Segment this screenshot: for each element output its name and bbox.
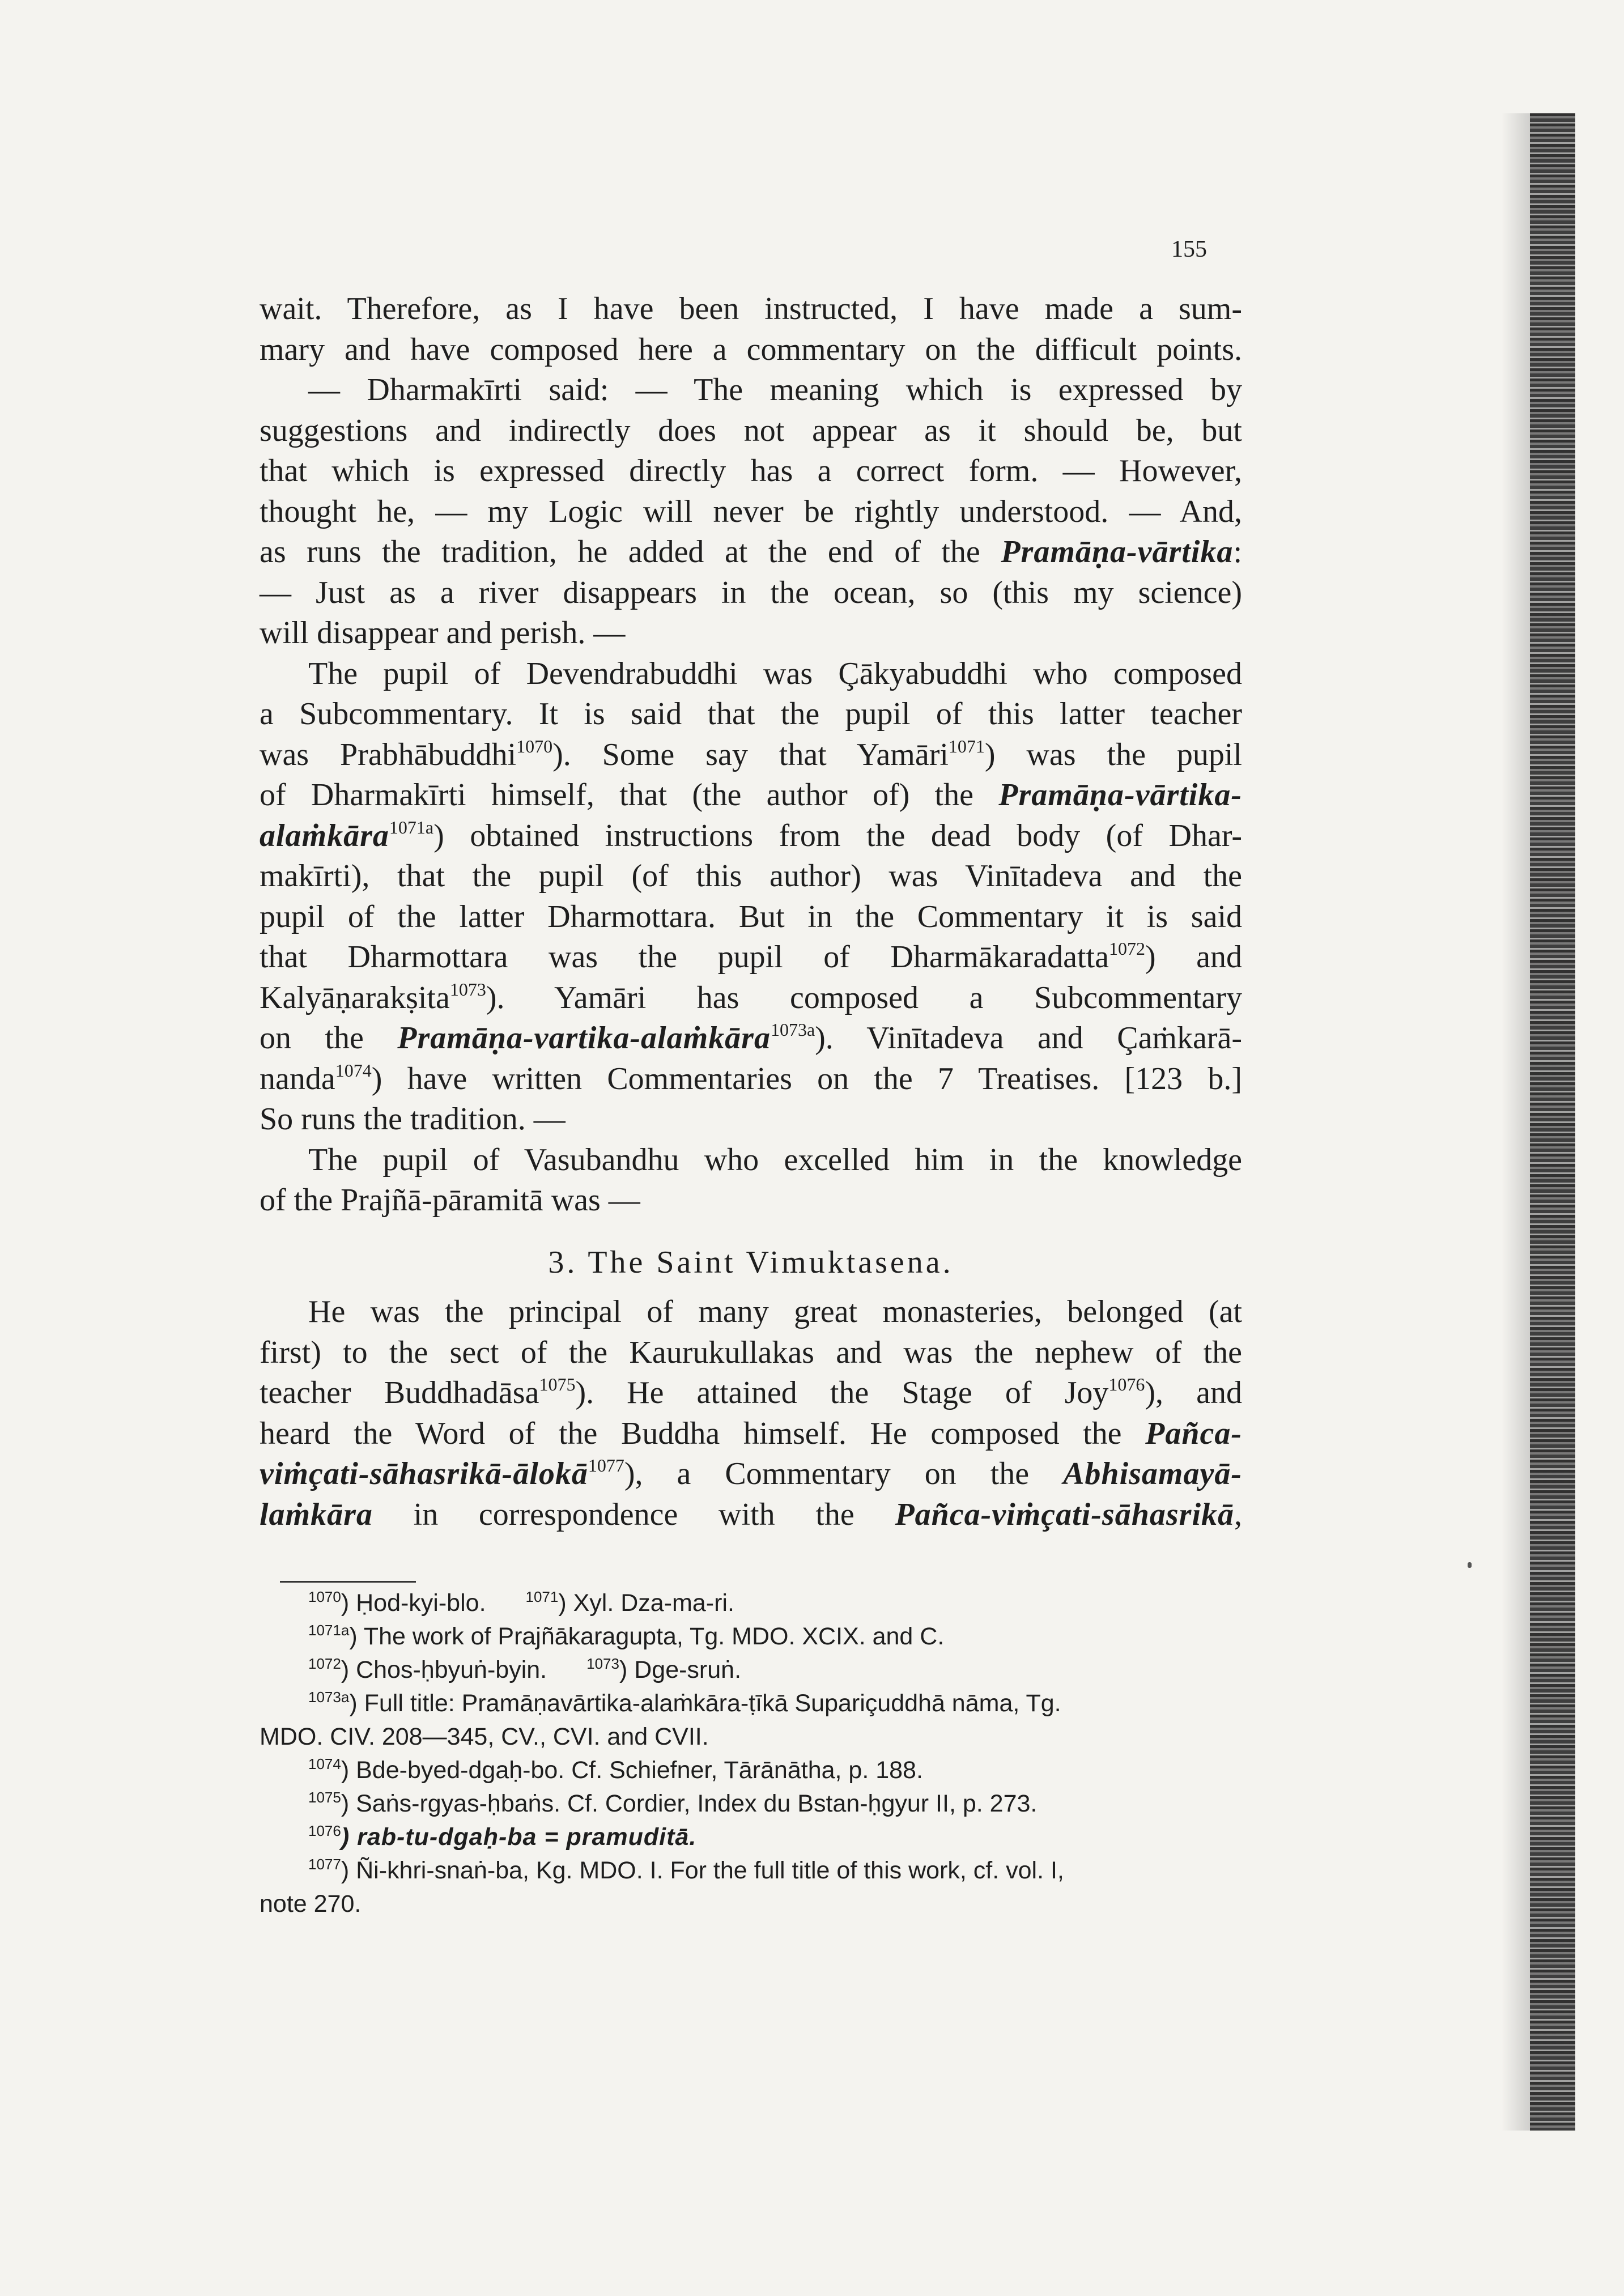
text-span: ). Yamāri has composed a Subcommentary	[486, 980, 1242, 1015]
text-span: ), a Commentary on the	[624, 1456, 1064, 1491]
text-line: wait. Therefore, as I have been instructed, I have made a sum-	[260, 291, 1242, 326]
text-span: ). He attained the Stage of Joy	[575, 1375, 1109, 1410]
note-ref: 1070	[516, 735, 553, 756]
footnote-number: 1071	[525, 1588, 559, 1605]
text-line: a Subcommentary. It is said that the pupil of this latter teacher	[260, 696, 1242, 732]
text-span: :	[1233, 534, 1242, 569]
text-line: thought he, — my Logic will never be rightly understood. — And,	[260, 494, 1242, 529]
work-title: alaṁkāra	[260, 818, 389, 853]
work-title: Pramāṇa-vārtika-	[998, 777, 1242, 813]
text-line	[260, 937, 1242, 978]
text-line: The pupil of Vasubandhu who excelled him in the knowledge	[308, 1142, 1242, 1177]
note-ref: 1071a	[389, 817, 434, 837]
text-line: So runs the tradition. —	[260, 1102, 566, 1137]
footnote-text: ) Xyl. Dza-ma-ri.	[558, 1589, 734, 1617]
section-heading: 3. The Saint Vimuktasena.	[548, 1244, 954, 1280]
text-line: pupil of the latter Dharmottara. But in the Commentary it is said	[260, 899, 1242, 934]
text-line	[260, 1018, 1242, 1059]
text-line	[260, 1059, 1242, 1100]
page-number: 155	[1171, 236, 1207, 262]
text-line	[260, 978, 1242, 1019]
work-title: Pañca-	[1145, 1415, 1242, 1451]
scanned-binding-edge	[1530, 113, 1575, 2131]
footnote-text: ) Bde-byed-dgaḥ-bo. Cf. Schiefner, Tārānātha, p. 188.	[341, 1757, 923, 1784]
text-line: mary and have composed here a commentary on the difficult points.	[260, 331, 1242, 367]
text-span: ) obtained instructions from the dead body (of Dhar-	[433, 818, 1242, 853]
text-span: as runs the tradition, he added at the end of the	[260, 534, 1001, 569]
text-line: suggestions and indirectly does not appear as it should be, but	[260, 413, 1242, 448]
footnote-line	[260, 1854, 1242, 1887]
footnote-text: ) Ñi-khri-snaṅ-ba, Kg. MDO. I. For the full title of this work, cf. vol. I,	[341, 1857, 1064, 1884]
text-line: He was the principal of many great monasteries, belonged (at	[308, 1294, 1242, 1329]
footnote-number: 1072	[308, 1655, 341, 1672]
footnote-line	[260, 1653, 1242, 1687]
footnote-text: ) Chos-ḥbyuṅ-byin.	[341, 1656, 547, 1683]
footnote-number: 1074	[308, 1755, 341, 1772]
text-line: that which is expressed directly has a correct form. — However,	[260, 453, 1242, 488]
scan-speck	[1468, 1562, 1472, 1568]
note-ref: 1073a	[770, 1019, 815, 1040]
footnote-line	[260, 1687, 1242, 1720]
text-span: was Prabhābuddhi	[260, 737, 517, 772]
text-span: nanda	[260, 1061, 335, 1096]
text-span: of Dharmakīrti himself, that (the author of) the	[260, 777, 999, 813]
note-ref: 1072	[1108, 938, 1145, 959]
text-span: ) have written Commentaries on the 7 Treatises. [123 b.]	[371, 1061, 1242, 1096]
work-title: laṁkāra	[260, 1496, 373, 1532]
footnote-number: 1073a	[308, 1689, 350, 1706]
text-span: ), and	[1145, 1375, 1242, 1410]
footnote-line	[260, 1821, 1242, 1854]
text-span: ) and	[1145, 939, 1242, 975]
text-line	[260, 1373, 1242, 1414]
text-line: first) to the sect of the Kaurukullakas and was the nephew of the	[260, 1334, 1242, 1370]
text-span: that Dharmottara was the pupil of Dharmākaradatta	[260, 939, 1109, 975]
work-title: Pramāṇa-vārtika	[1001, 534, 1234, 569]
text-line	[260, 735, 1242, 776]
work-title: Pramāṇa-vartika-alaṁkāra	[397, 1021, 771, 1056]
text-line	[260, 532, 1242, 573]
text-line	[260, 1454, 1242, 1495]
work-title: viṁçati-sāhasrikā-ālokā	[260, 1456, 588, 1491]
note-ref: 1073	[449, 979, 486, 1000]
footnote-number: 1071a	[308, 1622, 350, 1639]
text-span: Kalyāṇarakṣita	[260, 980, 450, 1015]
text-span: ,	[1234, 1496, 1242, 1532]
text-line: The pupil of Devendrabuddhi was Çākyabuddhi who composed	[308, 656, 1242, 691]
footnote-line	[260, 1787, 1242, 1821]
footnote-number: 1075	[308, 1789, 341, 1806]
footnote-text: ) Saṅs-rgyas-ḥbaṅs. Cf. Cordier, Index du Bstan-ḥgyur II, p. 273.	[341, 1790, 1038, 1817]
work-title: Pañca-viṁçati-sāhasrikā	[895, 1496, 1234, 1532]
text-line	[260, 775, 1242, 816]
text-line: of the Prajñā-pāramitā was —	[260, 1183, 640, 1218]
footnote-line	[260, 1587, 1242, 1620]
scan-edge-shadow	[1502, 113, 1530, 2131]
text-line	[260, 1495, 1242, 1536]
footnote-text: ) rab-tu-dgaḥ-ba = pramuditā.	[341, 1823, 697, 1851]
text-span: ) was the pupil	[984, 737, 1242, 772]
main-text	[260, 289, 1242, 1535]
footnote-number: 1077	[308, 1856, 341, 1873]
text-span: on the	[260, 1021, 398, 1056]
footnote-text: ) Dge-sruṅ.	[619, 1656, 742, 1683]
footnote-line	[260, 1620, 1242, 1653]
text-span: teacher Buddhadāsa	[260, 1375, 539, 1410]
footnotes	[260, 1587, 1242, 1921]
text-span: ). Some say that Yamāri	[552, 737, 949, 772]
text-span: ). Vinītadeva and Çaṁkarā-	[815, 1021, 1242, 1056]
note-ref: 1077	[588, 1455, 624, 1476]
text-span: in correspondence with the	[372, 1496, 895, 1532]
footnote-separator	[280, 1581, 416, 1583]
note-ref: 1071	[948, 735, 985, 756]
text-line	[260, 1414, 1242, 1455]
text-line: will disappear and perish. —	[260, 615, 626, 650]
footnote-number: 1073	[586, 1655, 619, 1672]
text-line	[260, 816, 1242, 857]
text-line: makīrti), that the pupil (of this author) was Vinītadeva and the	[260, 858, 1242, 894]
footnote-text: ) The work of Prajñākaragupta, Tg. MDO. XCIX. and C.	[349, 1623, 945, 1650]
footnote-text: ) Full title: Pramāṇavārtika-alaṁkāra-ṭīkā Supariçuddhā nāma, Tg.	[349, 1690, 1061, 1717]
footnote-text: ) Ḥod-kyi-blo.	[341, 1589, 486, 1617]
text-line: — Just as a river disappears in the ocean, so (this my science)	[260, 575, 1242, 610]
footnote-line	[260, 1754, 1242, 1787]
footnote-number: 1070	[308, 1588, 341, 1605]
footnote-number: 1076	[308, 1822, 341, 1839]
footnote-line: note 270.	[260, 1890, 362, 1917]
footnote-line: MDO. CIV. 208—345, CV., CVI. and CVII.	[260, 1723, 709, 1750]
work-title: Abhisamayā-	[1063, 1456, 1242, 1491]
note-ref: 1076	[1108, 1374, 1145, 1394]
text-line: — Dharmakīrti said: — The meaning which is expressed by	[308, 372, 1242, 407]
note-ref: 1074	[335, 1060, 372, 1081]
note-ref: 1075	[539, 1374, 576, 1394]
text-span: heard the Word of the Buddha himself. He composed the	[260, 1415, 1146, 1451]
